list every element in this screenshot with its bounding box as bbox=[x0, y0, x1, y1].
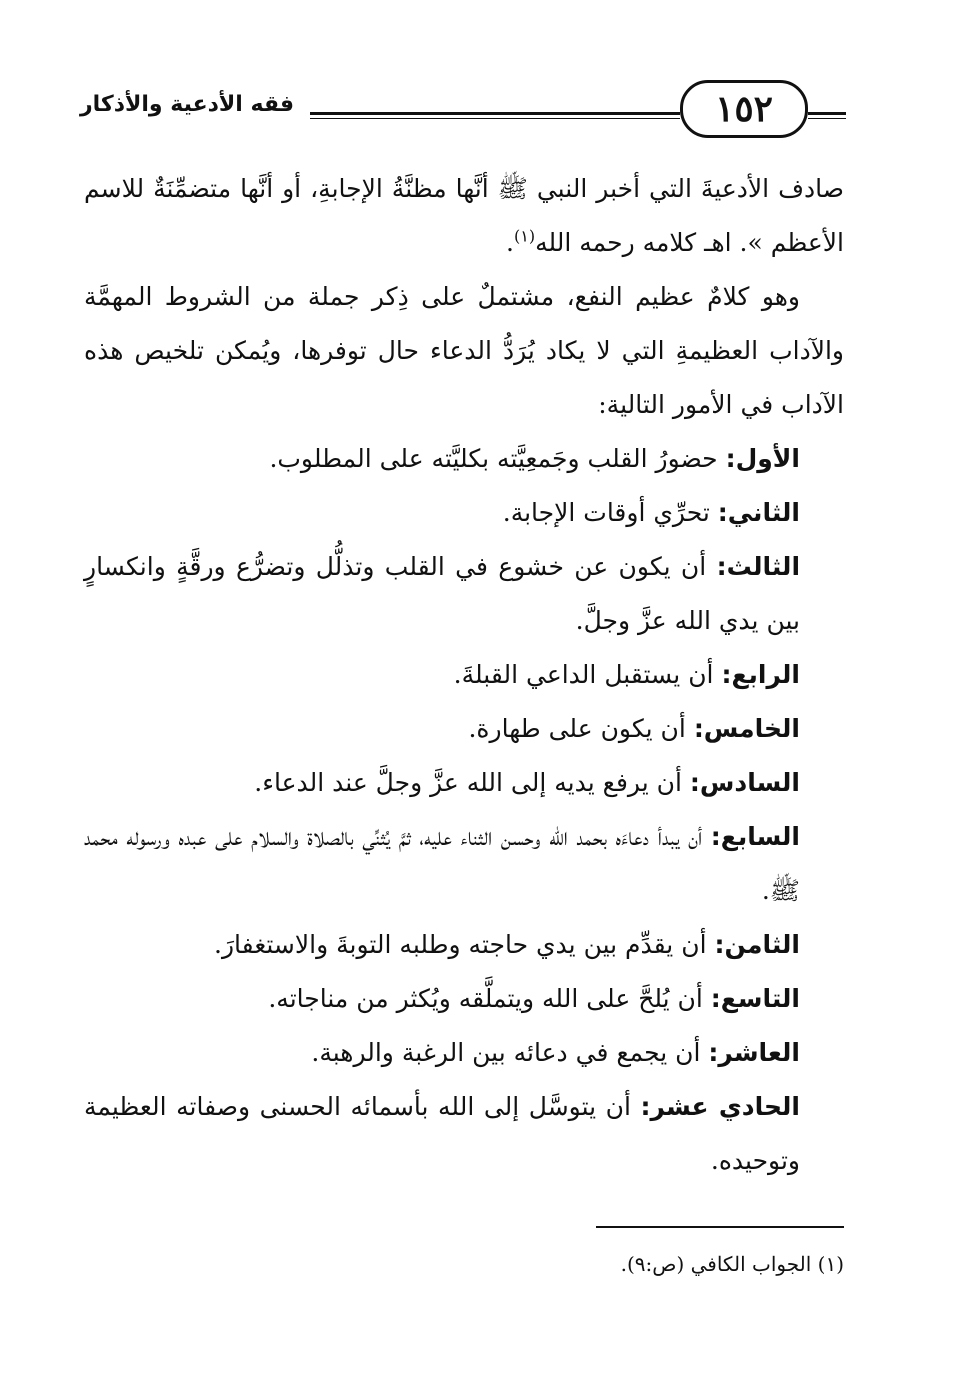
item-label: الرابع: bbox=[721, 660, 800, 689]
item-label: الحادي عشر: bbox=[640, 1092, 801, 1121]
item-text: أن يقدِّم بين يدي حاجته وطلبه التوبةَ والاستغفارَ. bbox=[214, 930, 707, 959]
item-text: أن يكون عن خشوع في القلب وتذلُّل وتضرُّع ورقَّةٍ وانكسارٍ بين يدي الله عزَّ وجلَّ. bbox=[84, 552, 800, 635]
item-label: التاسع: bbox=[710, 984, 800, 1013]
list-item bbox=[84, 1026, 844, 1080]
item-text: أن يُلحَّ على الله ويتملَّقه ويُكثر من مناجاته. bbox=[268, 984, 703, 1013]
item-text: حضورُ القلب وجَمعِيَّته بكليَّته على المطلوب. bbox=[269, 444, 718, 473]
list-item bbox=[84, 648, 844, 702]
item-label: السادس: bbox=[689, 768, 800, 797]
item-text: تحرِّي أوقات الإجابة. bbox=[502, 498, 710, 527]
item-text: أن يتوسَّل إلى الله بأسمائه الحسنى وصفاته العظيمة وتوحيده. bbox=[84, 1092, 800, 1175]
list-item bbox=[84, 810, 844, 918]
footnote-reference: (١) bbox=[513, 226, 536, 246]
list-item bbox=[84, 918, 844, 972]
item-label: الثاني: bbox=[717, 498, 800, 527]
item-text: أن يكون على طهارة. bbox=[468, 714, 686, 743]
page-number: ١٥٢ bbox=[680, 80, 808, 138]
item-text: أن يبدأ دعاءَه بحمد الله وحسن الثناء عليه، ثمَّ يُثنِّي بالصلاة والسلام على عبده ورسوله محمد ﷺ. bbox=[84, 822, 800, 905]
intro-paragraph bbox=[84, 162, 844, 270]
page-header bbox=[80, 78, 846, 148]
header-rule-left-thin bbox=[310, 118, 680, 119]
item-label: السابع: bbox=[710, 822, 800, 851]
header-rule-right bbox=[808, 112, 846, 115]
list-item bbox=[84, 702, 844, 756]
list-item bbox=[84, 972, 844, 1026]
footnote: (١) الجواب الكافي (ص:٩). bbox=[620, 1252, 844, 1276]
item-label: الأول: bbox=[725, 444, 800, 473]
intro-end: . bbox=[506, 228, 514, 257]
header-rule-left bbox=[310, 112, 680, 115]
list-item bbox=[84, 756, 844, 810]
list-item bbox=[84, 540, 844, 648]
list-item bbox=[84, 432, 844, 486]
item-text: أن يجمع في دعائه بين الرغبة والرهبة. bbox=[311, 1038, 701, 1067]
list-item bbox=[84, 486, 844, 540]
main-paragraph: وهو كلامٌ عظيم النفع، مشتملٌ على ذِكر جملة من الشروط المهمَّة والآداب العظيمةِ التي لا يكاد يُرَدُّ الدعاء حال توفرها، ويُمكن تلخيص هذه الآداب في الأمور التالية: bbox=[84, 282, 844, 419]
item-label: الثامن: bbox=[714, 930, 800, 959]
item-text: أن يرفع يديه إلى الله عزَّ وجلَّ عند الدعاء. bbox=[254, 768, 682, 797]
list-item bbox=[84, 1080, 844, 1188]
book-title: فقه الأدعية والأذكار bbox=[80, 92, 295, 117]
footnote-divider bbox=[596, 1226, 844, 1228]
item-text: أن يستقبل الداعي القبلةَ. bbox=[453, 660, 714, 689]
header-rule-right-thin bbox=[808, 118, 846, 119]
item-label: الثالث: bbox=[716, 552, 801, 581]
intro-text: صادف الأدعيةَ التي أخبر النبي ﷺ أنَّها مظنَّةُ الإجابةِ، أو أنَّها متضمِّنَةٌ للاسم الأعظم ». اهـ كلامه رحمه الله bbox=[84, 174, 844, 257]
item-label: العاشر: bbox=[708, 1038, 800, 1067]
page-body bbox=[84, 162, 844, 1188]
item-label: الخامس: bbox=[693, 714, 800, 743]
